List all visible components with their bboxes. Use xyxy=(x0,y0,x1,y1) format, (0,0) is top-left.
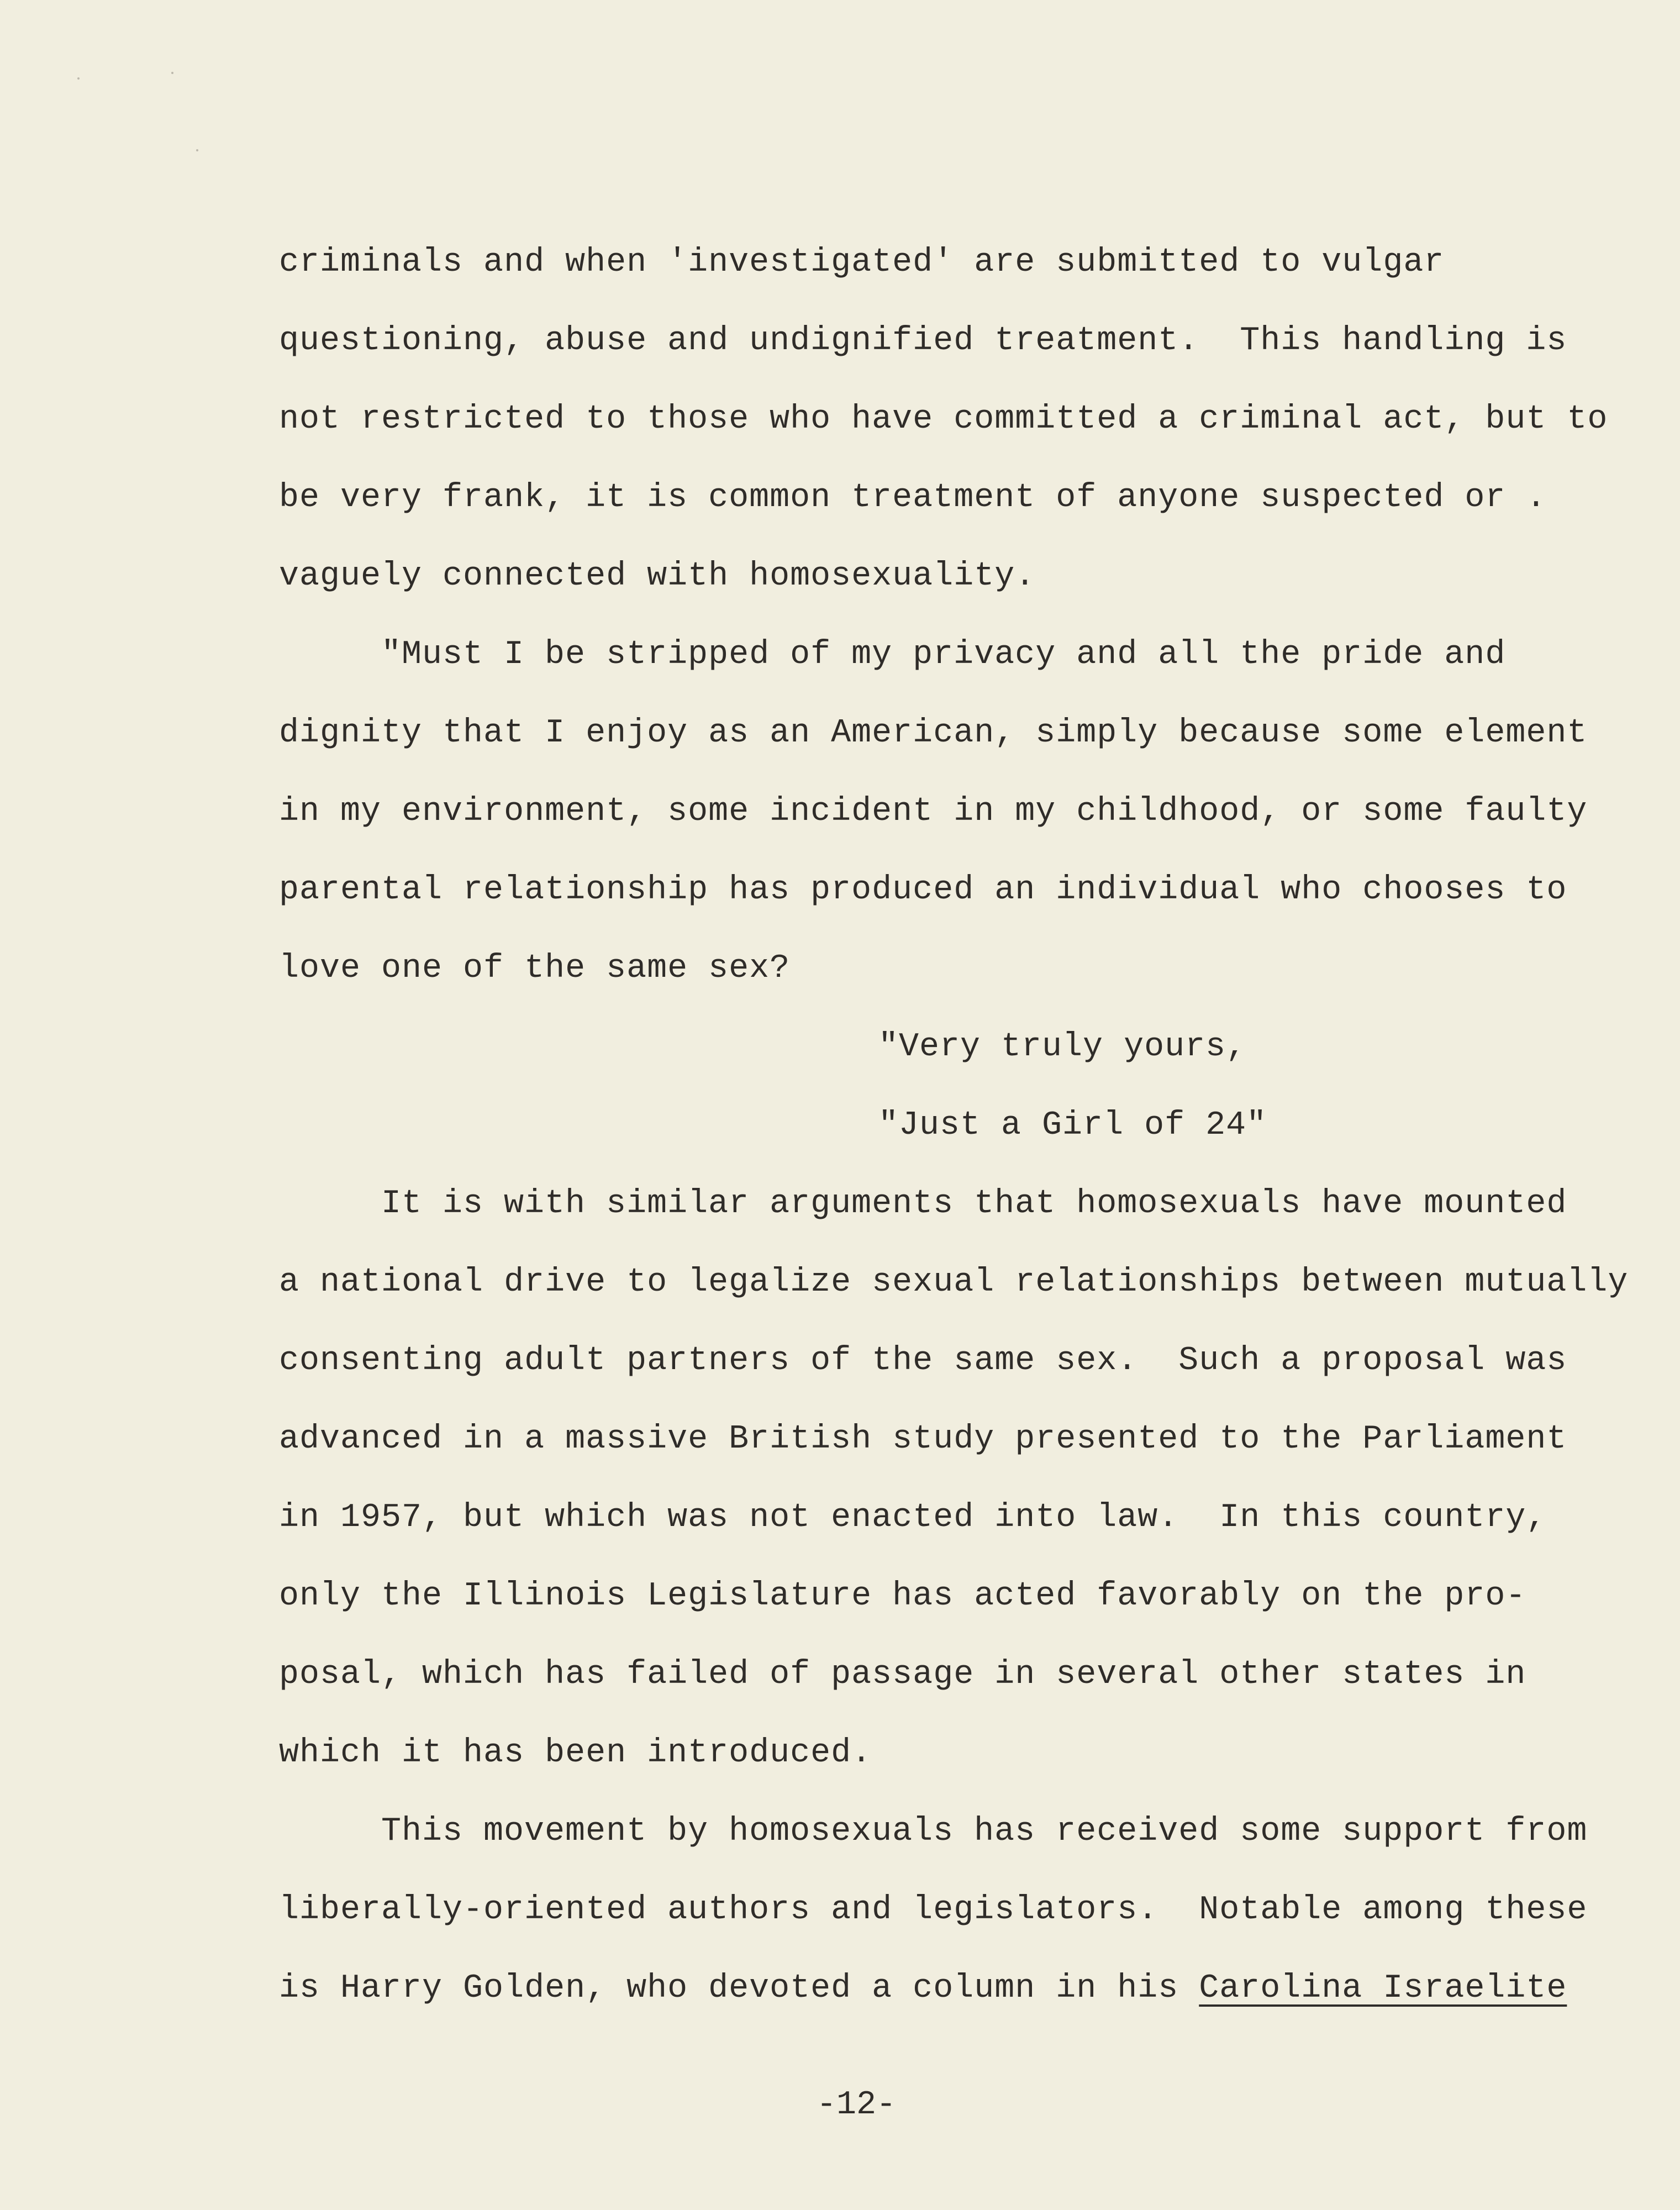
text-line xyxy=(279,1972,1567,2005)
text-line: posal, which has failed of passage in several other states in xyxy=(279,1656,1526,1693)
text-line: in 1957, but which was not enacted into law. In this country, xyxy=(279,1499,1547,1537)
text-line: be very frank, it is common treatment of anyone suspected or . xyxy=(279,479,1547,517)
paper-speck xyxy=(171,72,173,74)
underlined-publication-title: Carolina Israelite xyxy=(1199,1970,1567,2007)
text-line: It is with similar arguments that homosexuals have mounted xyxy=(381,1185,1567,1223)
paper-speck xyxy=(77,77,80,80)
text-line: in my environment, some incident in my childhood, or some faulty xyxy=(279,793,1588,830)
text-line: which it has been introduced. xyxy=(279,1734,872,1772)
text-line: "Must I be stripped of my privacy and all the pride and xyxy=(381,636,1506,673)
text-segment: is Harry Golden, who devoted a column in his xyxy=(279,1970,1199,2007)
text-line: criminals and when 'investigated' are submitted to vulgar xyxy=(279,244,1445,281)
text-line: consenting adult partners of the same sex. Such a proposal was xyxy=(279,1342,1567,1380)
text-line: This movement by homosexuals has received some support from xyxy=(381,1813,1588,1850)
text-line: dignity that I enjoy as an American, simply because some element xyxy=(279,714,1588,752)
text-line: liberally-oriented authors and legislators. Notable among these xyxy=(279,1891,1588,1929)
text-line: love one of the same sex? xyxy=(279,950,791,987)
text-line: a national drive to legalize sexual relationships between mutually xyxy=(279,1264,1629,1301)
page-number: -12- xyxy=(817,2086,897,2124)
signature-closing: "Very truly yours, xyxy=(878,1028,1247,1066)
text-line: not restricted to those who have committed a criminal act, but to xyxy=(279,401,1608,438)
text-line: questioning, abuse and undignified treatment. This handling is xyxy=(279,322,1567,360)
text-line: only the Illinois Legislature has acted favorably on the pro- xyxy=(279,1577,1526,1615)
paper-speck xyxy=(196,149,198,151)
signature-name: "Just a Girl of 24" xyxy=(878,1107,1267,1144)
text-line: vaguely connected with homosexuality. xyxy=(279,557,1036,595)
text-line: parental relationship has produced an individual who chooses to xyxy=(279,871,1567,909)
text-line: advanced in a massive British study presented to the Parliament xyxy=(279,1420,1567,1458)
